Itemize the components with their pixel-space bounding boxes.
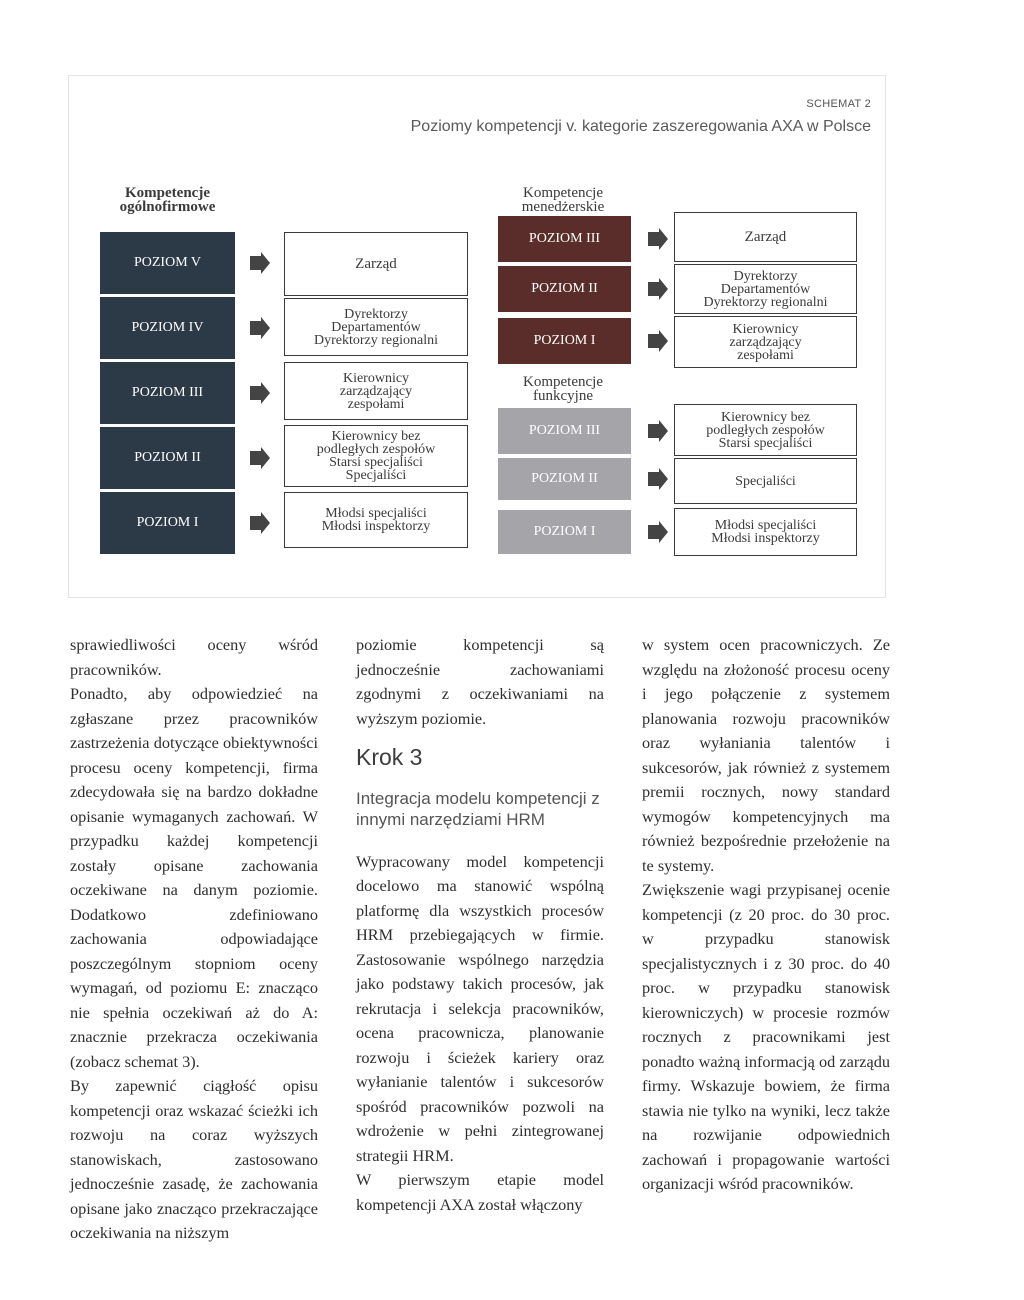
arrow-right-icon [648, 278, 668, 300]
paragraph: w system ocen pracowniczych. Ze względu na złożoność procesu oceny i jego połączenie z systemem planowania rozwoju pracowników oraz wyłaniania talentów i sukcesorów, jak również z systemem premii rocznych, nowy standard wymogów kompetencyjnych ma również bezpośrednie przełożenie na te systemy. [642, 635, 890, 875]
general-level-1: POZIOM I [100, 492, 235, 554]
managerial-competencies-heading [498, 186, 628, 214]
box-line: Starsi specjaliści [718, 435, 813, 451]
heading-line: funkcyjne [533, 388, 593, 404]
arrow-right-icon [250, 382, 270, 404]
managerial-level-3: POZIOM III [498, 216, 631, 262]
general-level-5: POZIOM V [100, 232, 235, 294]
heading-line: ogólnofirmowe [119, 199, 216, 215]
article-column-2 [356, 633, 604, 1217]
heading-line: menedżerskie [521, 199, 605, 215]
box-line: Specjaliści [345, 468, 407, 483]
box-line: podległych zespołów [706, 422, 825, 438]
paragraph: Zwiększenie wagi przypisanej ocenie kompetencji (z 20 proc. do 30 proc. w przypadku stanowisk specjalistycznych i z 30 proc. do 40 proc. w przypadku stanowisk kierowniczych) w procesie rozmów rocznych z pracownikami jest ponadto ważną informacją od zarządu firmy. Wskazuje bowiem, że firma stawia nie tylko na wyniki, lecz także na rozwijanie odpowiednich zachowań i propagowanie wartości organizacji wśród pracowników. [642, 880, 890, 1193]
heading-line: Kompetencje [523, 374, 603, 390]
box-line: Kierownicy [732, 321, 799, 337]
mgr-directors-box [674, 264, 857, 314]
schema-title: Poziomy kompetencji v. kategorie zaszeregowania AXA w Polsce [410, 118, 871, 135]
arrow-right-icon [648, 330, 668, 352]
general-level-3: POZIOM III [100, 362, 235, 424]
box-line: Dyrektorzy [733, 268, 798, 284]
managerial-level-2: POZIOM II [498, 266, 631, 312]
box-line: Młodsi inspektorzy [321, 519, 431, 534]
functional-level-2: POZIOM II [498, 458, 631, 500]
box-line: zespołami [737, 347, 794, 363]
functional-competencies-heading [498, 375, 628, 403]
mgr-team-managers-box [674, 316, 857, 368]
func-specialists-box [674, 404, 857, 456]
arrow-right-icon [250, 252, 270, 274]
category-specialists-box [284, 425, 468, 487]
general-competencies-heading [100, 186, 235, 214]
paragraph: Ponadto, aby odpowiedzieć na zgłaszane przez pracowników zastrzeżenia dotyczące obiektywności procesu oceny kompetencji, firma zdecydowała się na bardzo dokładne opisanie wymaganych zachowań. W przypadku każdej kompetencji zostały opisane zachowania oczekiwane na danym poziomie. Dodatkowo zdefiniowano zachowania odpowiadające poszczególnym stopniom oceny wymagań, od poziomu E: znacząco nie spełnia oczekiwań aż do A: znacznie przekracza oczekiwania (zobacz schemat 3). [70, 684, 318, 1071]
functional-level-1: POZIOM I [498, 510, 631, 554]
category-team-managers-box [284, 362, 468, 420]
box-line: Dyrektorzy regionalni [703, 294, 828, 310]
box-line: Młodsi specjaliści [325, 506, 427, 521]
heading-line: Kompetencje [523, 185, 603, 201]
box-line: zarządzający [339, 383, 413, 399]
box-line: Starsi specjaliści [329, 455, 423, 470]
category-junior-box [284, 492, 468, 548]
mgr-board-box [674, 212, 857, 262]
arrow-right-icon [250, 512, 270, 534]
section-subheading: Integracja modelu kompetencji z innymi narzędziami HRM [356, 788, 600, 829]
heading-line: Kompetencje [125, 185, 210, 201]
box-line: Dyrektorzy regionalni [313, 332, 438, 348]
general-level-4: POZIOM IV [100, 297, 235, 359]
box-line: Kierownicy bez [720, 409, 811, 425]
paragraph: By zapewnić ciągłość opisu kompetencji oraz wskazać ścieżki ich rozwoju na coraz wyższych stanowiskach, zastosowano jednocześnie zasadę, że zachowania opisane jako znacząco przekraczające oczekiwania na niższym [70, 1076, 318, 1242]
box-line: Specjaliści [735, 473, 796, 489]
arrow-right-icon [648, 228, 668, 250]
box-line: Zarząd [355, 255, 397, 272]
schema-label: SCHEMAT 2 [806, 98, 871, 110]
article-column-3 [642, 633, 890, 1197]
box-line: Departamentów [331, 319, 421, 335]
paragraph: Wypracowany model kompetencji docelowo ma stanowić wspólną platformę dla wszystkich procesów HRM przebiegających w firmie. Zastosowanie wspólnego narzędzia jako podstawy takich procesów, jak rekrutacja i selekcja pracowników, ocena pracownicza, planowanie rozwoju i ścieżek kariery oraz wyłanianie talentów i sukcesorów spośród pracowników pozwoli na wdrożenie w pełni zintegrowanej strategii HRM. [356, 851, 604, 1165]
arrow-right-icon [250, 317, 270, 339]
general-level-2: POZIOM II [100, 427, 235, 489]
box-line: zespołami [347, 396, 405, 412]
box-line: Dyrektorzy [344, 306, 408, 322]
arrow-right-icon [648, 521, 668, 543]
box-line: Kierownicy [342, 370, 410, 386]
functional-level-3: POZIOM III [498, 408, 631, 454]
box-line: Młodsi inspektorzy [711, 531, 820, 546]
box-line: Młodsi specjaliści [714, 518, 817, 533]
managerial-level-1: POZIOM I [498, 318, 631, 364]
func-junior-box [674, 508, 857, 556]
category-board-box [284, 232, 468, 296]
paragraph: sprawiedliwości oceny wśród pracowników. [70, 635, 318, 679]
box-line: Zarząd [744, 228, 787, 245]
arrow-right-icon [648, 468, 668, 490]
arrow-right-icon [648, 420, 668, 442]
section-heading: Krok 3 [356, 744, 423, 770]
category-directors-box [284, 298, 468, 356]
box-line: Kierownicy bez [331, 429, 421, 444]
func-specialist-box [674, 458, 857, 504]
arrow-right-icon [250, 447, 270, 469]
box-line: podległych zespołów [316, 442, 436, 457]
article-column-1 [70, 633, 318, 1246]
paragraph: W pierwszym etapie model kompetencji AXA został włączony [356, 1170, 604, 1214]
box-line: zarządzający [729, 334, 802, 350]
paragraph: poziomie kompetencji są jednocześnie zachowaniami zgodnymi z oczekiwaniami na wyższym poziomie. [356, 635, 604, 728]
box-line: Departamentów [720, 281, 811, 297]
